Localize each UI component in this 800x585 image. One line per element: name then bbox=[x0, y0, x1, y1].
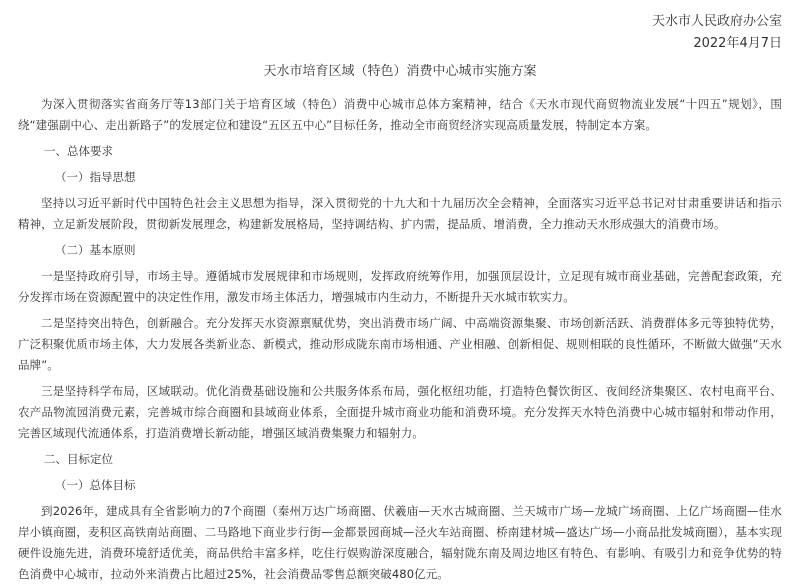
principle-3-paragraph: 三是坚持科学布局，区域联动。优化消费基础设施和公共服务体系布局，强化枢纽功能，打造特色餐饮街区、夜间经济集聚区、农村电商平台、农产品物流园消费元素，完善城市综合商圈和县域商业体系，全面提升城市商业功能和消费环境。充分发挥天水特色消费中心城市辐射和带动作用，完善区域现代流通体系，打造消费增长新动能，增强区域消费集聚力和辐射力。 bbox=[18, 384, 782, 440]
principle-1-paragraph: 一是坚持政府引导，市场主导。遵循城市发展规律和市场规则，发挥政府统筹作用，加强顶层设计，立足现有城市商业基础，完善配套政策，充分发挥市场在资源配置中的决定性作用，激发市场主体活力，增强城市内生动力，不断提升天水城市软实力。 bbox=[18, 269, 782, 304]
intro-paragraph: 为深入贯彻落实省商务厅等13部门关于培育区域（特色）消费中心城市总体方案精神，结合《天水市现代商贸物流业发展“十四五”规划》，围绕“建强副中心、走出新路子”的发展定位和建设“五区五中心”目标任务，推动全市商贸经济实现高质量发展，特制定本方案。 bbox=[18, 97, 782, 132]
section-heading-overall-requirements: 一、总体要求 bbox=[44, 144, 113, 158]
section-heading-target-positioning: 二、目标定位 bbox=[44, 452, 113, 466]
guiding-ideology-paragraph: 坚持以习近平新时代中国特色社会主义思想为指导，深入贯彻党的十九大和十九届历次全会精神，全面落实习近平总书记对甘肃重要讲话和指示精神，立足新发展阶段，贯彻新发展理念，构建新发展格局，坚持调结构、扩内需，提品质、增消费，全力推动天水形成强大的消费市场。 bbox=[18, 196, 782, 231]
overall-goal-paragraph: 到2026年，建成具有全省影响力的7个商圈（秦州万达广场商圈、伏羲庙—天水古城商圈、兰天城市广场—龙城广场商圈、上亿广场商圈—佳水岸小镇商圈，麦积区高铁南站商圈、二马路地下商业步行街—金都景园商城—泾火车站商圈、桥南建材城—盛达广场—小商品批发城商圈），基本实现硬件设施先进，消费环境舒适优美，商品供给丰富多样，吃住行娱购游深度融合，辐射陇东南及周边地区有特色、有影响、有吸引力和竞争优势的特色消费中心城市，拉动外来消费占比超过25%，社会消费品零售总额突破480亿元。 bbox=[18, 504, 782, 581]
document-title: 天水市培育区域（特色）消费中心城市实施方案 bbox=[263, 64, 537, 79]
subsection-heading-overall-goal: （一）总体目标 bbox=[55, 478, 136, 492]
subsection-heading-basic-principles: （二）基本原则 bbox=[55, 243, 136, 257]
issuer-name: 天水市人民政府办公室 bbox=[651, 14, 782, 29]
subsection-heading-guiding-ideology: （一）指导思想 bbox=[55, 170, 136, 184]
principle-2-paragraph: 二是坚持突出特色，创新融合。充分发挥天水资源禀赋优势，突出消费市场广阔、中高端资源集聚、市场创新活跃、消费群体多元等独特优势，广泛积聚优质市场主体，大力发展各类新业态、新模式，推动形成陇东南市场相通、产业相融、创新相促、规则相联的良性循环，不断做大做强“天水品牌”。 bbox=[18, 316, 782, 372]
issue-date: 2022年4月7日 bbox=[693, 36, 782, 51]
